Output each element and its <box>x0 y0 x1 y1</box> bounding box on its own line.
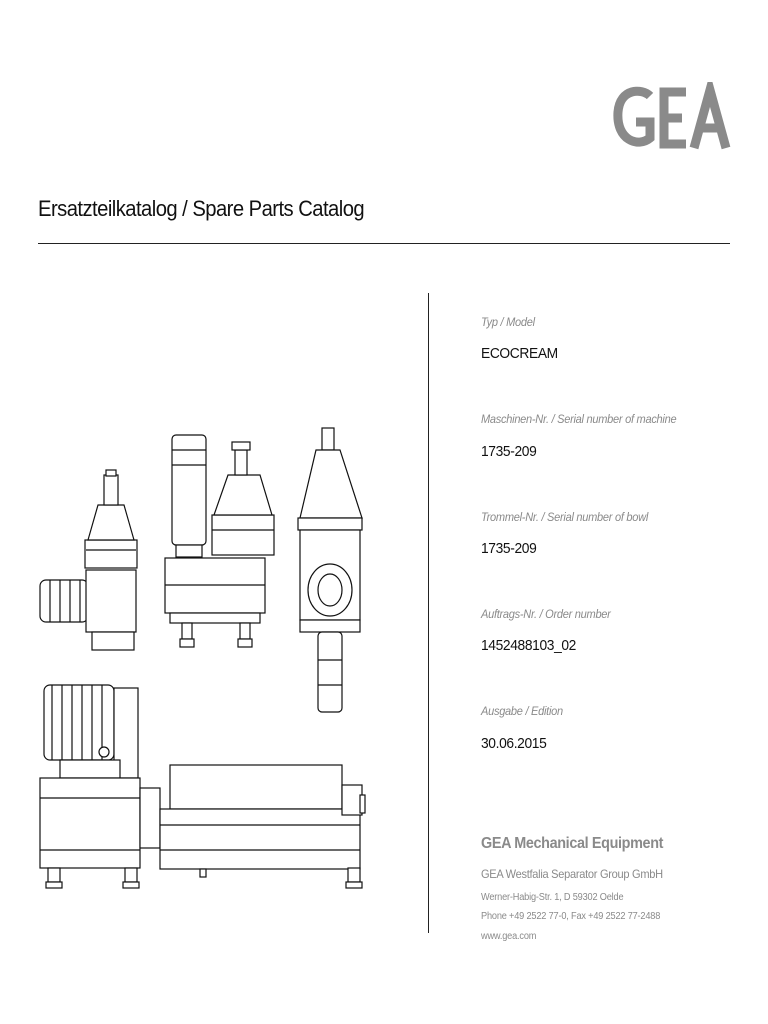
small-separator-drawing <box>40 470 137 650</box>
field-value-order-number: 1452488103_02 <box>481 637 576 654</box>
decanter-drawing <box>40 685 365 888</box>
vertical-divider <box>428 293 429 933</box>
title-divider <box>38 243 730 244</box>
field-label-machine-serial: Maschinen-Nr. / Serial number of machine <box>481 412 677 426</box>
field-value-edition: 30.06.2015 <box>481 735 547 752</box>
field-value-bowl-serial: 1735-209 <box>481 540 537 557</box>
field-label-order-number: Auftrags-Nr. / Order number <box>481 607 611 621</box>
company-web: www.gea.com <box>481 931 537 942</box>
field-value-model: ECOCREAM <box>481 345 558 362</box>
field-label-edition: Ausgabe / Edition <box>481 704 563 718</box>
medium-separator-drawing <box>165 435 274 647</box>
tall-separator-drawing <box>298 428 362 712</box>
company-phone: Phone +49 2522 77-0, Fax +49 2522 77-2488 <box>481 911 661 922</box>
field-value-machine-serial: 1735-209 <box>481 443 537 460</box>
field-label-model: Typ / Model <box>481 315 535 329</box>
company-address: Werner-Habig-Str. 1, D 59302 Oelde <box>481 892 624 903</box>
company-group: GEA Westfalia Separator Group GmbH <box>481 867 663 881</box>
gea-logo <box>612 82 732 154</box>
page-title: Ersatzteilkatalog / Spare Parts Catalog <box>38 196 365 221</box>
machine-drawings <box>30 420 390 920</box>
field-label-bowl-serial: Trommel-Nr. / Serial number of bowl <box>481 510 649 524</box>
company-name: GEA Mechanical Equipment <box>481 835 664 852</box>
